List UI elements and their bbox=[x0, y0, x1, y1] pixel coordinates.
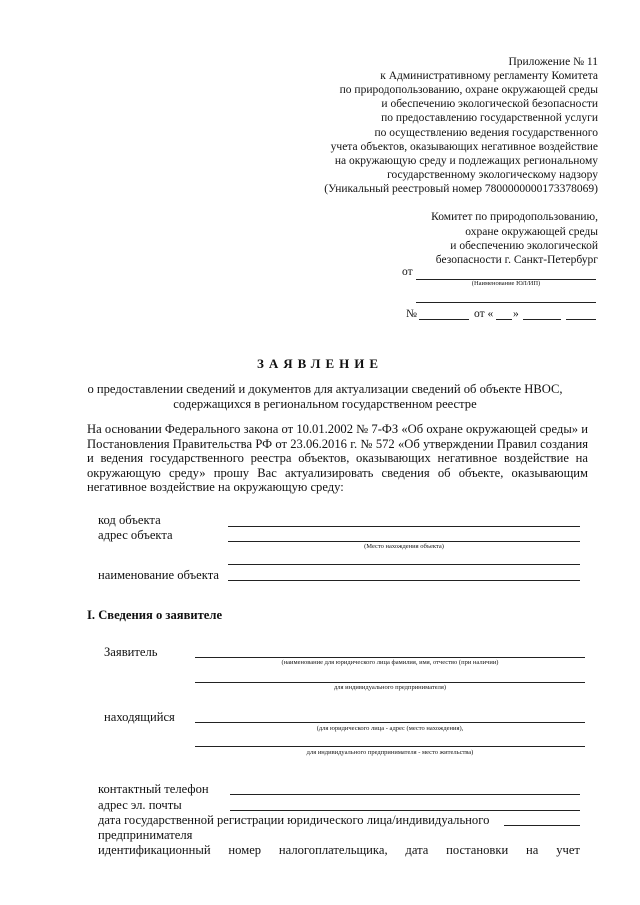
located-input-line-1[interactable] bbox=[195, 722, 585, 723]
number-prefix: № bbox=[406, 308, 417, 320]
object-address-caption: (Место нахождения объекта) bbox=[364, 543, 444, 550]
appendix-line: к Административному регламенту Комитета bbox=[380, 70, 598, 82]
email-label: адрес эл. почты bbox=[98, 798, 182, 812]
located-input-line-2[interactable] bbox=[195, 746, 585, 747]
object-address-input-line[interactable] bbox=[228, 541, 580, 542]
located-caption-1: (для юридического лица - адрес (место нахождения), bbox=[316, 725, 464, 732]
addressee-line: безопасности г. Санкт-Петербург bbox=[435, 254, 598, 266]
from-label: от bbox=[402, 266, 413, 278]
inn-word: дата bbox=[405, 843, 429, 857]
number-input-line[interactable] bbox=[419, 319, 469, 320]
object-address-label: адрес объекта bbox=[98, 528, 173, 542]
inn-word: налогоплательщика, bbox=[278, 843, 388, 857]
subtitle-line-2: содержащихся в региональном государственном реестре bbox=[173, 397, 477, 411]
applicant-label: Заявитель bbox=[104, 645, 158, 659]
appendix-line: учета объектов, оказывающих негативное воздействие bbox=[330, 141, 598, 153]
appendix-line: на окружающую среду и подлежащих региональному bbox=[334, 155, 598, 167]
applicant-input-line-2[interactable] bbox=[195, 682, 585, 683]
from-input-line-2[interactable] bbox=[416, 302, 596, 303]
addressee-line: и обеспечению экологической bbox=[450, 240, 598, 252]
inn-word: постановки bbox=[446, 843, 509, 857]
object-code-input-line[interactable] bbox=[228, 526, 580, 527]
reg-date-line-1: дата государственной регистрации юридического лица/индивидуального bbox=[98, 813, 490, 827]
document-title: ЗАЯВЛЕНИЕ bbox=[256, 356, 384, 371]
appendix-line: по предоставлению государственной услуги bbox=[381, 112, 598, 124]
located-caption-2: для индивидуального предпринимателя - место жительства) bbox=[306, 749, 474, 756]
object-name-label: наименование объекта bbox=[98, 568, 219, 582]
number-date-open: от « bbox=[474, 308, 494, 320]
object-code-label: код объекта bbox=[98, 513, 161, 527]
appendix-line: по природопользованию, охране окружающей среды bbox=[339, 84, 598, 96]
located-label: находящийся bbox=[104, 710, 175, 724]
applicant-caption-2: для индивидуального предпринимателя) bbox=[333, 684, 447, 691]
section-1-heading: I. Сведения о заявителе bbox=[87, 608, 223, 622]
year-input-line[interactable] bbox=[566, 319, 596, 320]
reg-date-line-2: предпринимателя bbox=[98, 828, 193, 842]
reg-date-input-line[interactable] bbox=[504, 825, 580, 826]
inn-word: на bbox=[526, 843, 539, 857]
inn-line bbox=[98, 843, 580, 858]
day-input-line[interactable] bbox=[496, 319, 512, 320]
appendix-line: (Уникальный реестровый номер 7800000000173378069) bbox=[324, 183, 598, 195]
phone-label: контактный телефон bbox=[98, 782, 209, 796]
month-input-line[interactable] bbox=[523, 319, 561, 320]
from-caption: (Наименование ЮЛ/ИП) bbox=[471, 280, 541, 287]
addressee-line: Комитет по природопользованию, bbox=[431, 211, 598, 223]
inn-word: номер bbox=[228, 843, 262, 857]
applicant-caption-1: (наименование для юридического лица фамилия, имя, отчество (при наличии) bbox=[281, 659, 499, 666]
intro-paragraph: На основании Федерального закона от 10.01.2002 № 7-ФЗ «Об охране окружающей среды» и Постановления Правительства РФ от 23.06.2016 г. № 572 «Об утверждении Правил создания и ведения государственного реестра объектов, оказывающих негативное воздействие на окружающую среду» прошу Вас актуализировать сведения об объекте, оказывающим негативное воздействие на окружающую среду: bbox=[87, 422, 588, 495]
object-name-input-line-1[interactable] bbox=[228, 564, 580, 565]
appendix-line: по осуществлению ведения государственного bbox=[374, 127, 598, 139]
subtitle-line-1: о предоставлении сведений и документов для актуализации сведений об объекте НВОС, bbox=[87, 382, 563, 396]
number-date-close: » bbox=[513, 308, 519, 320]
email-input-line[interactable] bbox=[230, 810, 580, 811]
object-name-input-line-2[interactable] bbox=[228, 580, 580, 581]
phone-input-line[interactable] bbox=[230, 794, 580, 795]
inn-word: идентификационный bbox=[98, 843, 211, 857]
appendix-line: Приложение № 11 bbox=[508, 56, 598, 68]
addressee-line: охране окружающей среды bbox=[465, 226, 598, 238]
appendix-line: государственному экологическому надзору bbox=[387, 169, 598, 181]
applicant-input-line-1[interactable] bbox=[195, 657, 585, 658]
appendix-line: и обеспечению экологической безопасности bbox=[381, 98, 598, 110]
inn-word: учет bbox=[556, 843, 580, 857]
